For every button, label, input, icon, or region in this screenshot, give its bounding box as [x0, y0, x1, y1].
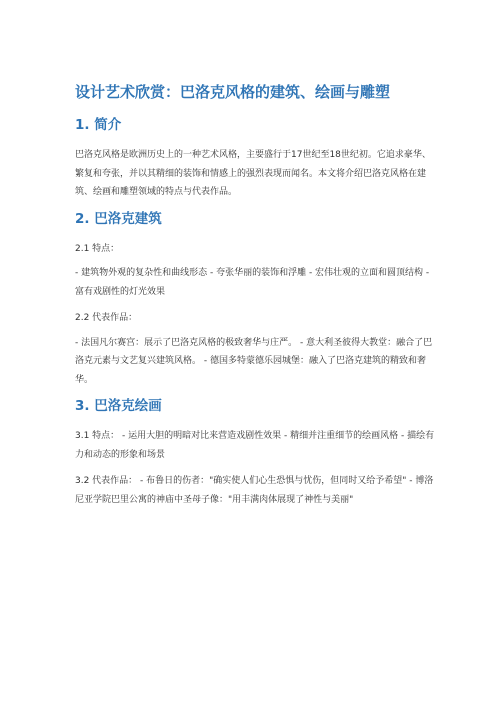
document-title: 设计艺术欣赏：巴洛克风格的建筑、绘画与雕塑	[75, 83, 391, 101]
section-heading: 1. 简介	[75, 117, 122, 133]
paragraph: 2.1 特点：	[75, 243, 120, 254]
section-baroque-painting	[75, 397, 435, 509]
section-introduction	[75, 116, 435, 202]
section-heading: 3. 巴洛克绘画	[75, 398, 162, 414]
paragraph: - 法国凡尔赛宫：展示了巴洛克风格的极致奢华与庄严。 - 意大利圣彼得大教堂：融合了巴洛克元素与文艺复兴建筑风格。 - 德国多特蒙德乐园城堡：融入了巴洛克建筑的精致和奢华。	[75, 337, 433, 385]
paragraph: 3.1 特点： - 运用大胆的明暗对比来营造戏剧性效果 - 精细并注重细节的绘画风格 - 描绘有力和动态的形象和场景	[75, 431, 435, 460]
document-page	[75, 82, 435, 517]
section-heading: 2. 巴洛克建筑	[75, 210, 162, 227]
paragraph: - 建筑物外观的复杂性和曲线形态 - 夸张华丽的装饰和浮雕 - 宏伟壮观的立面和圆顶结构 - 富有戏剧性的灯光效果	[75, 268, 430, 297]
paragraph: 巴洛克风格是欧洲历史上的一种艺术风格，主要盛行于17世纪至18世纪初。它追求豪华、繁复和夸张，并以其精细的装饰和情感上的强烈表现而闻名。本文将介绍巴洛克风格在建筑、绘画和雕塑领域的特点与代表作品。	[75, 150, 431, 197]
paragraph: 3.2 代表作品： - 布鲁日的伤者："确实使人们心生恐惧与忧伤，但同时又给予希望" - 博洛尼亚学院巴里公寓的神庙中圣母子像："用丰满肉体展现了神性与美丽"	[75, 476, 434, 505]
paragraph: 2.2 代表作品：	[75, 313, 138, 323]
section-baroque-architecture	[75, 210, 435, 390]
